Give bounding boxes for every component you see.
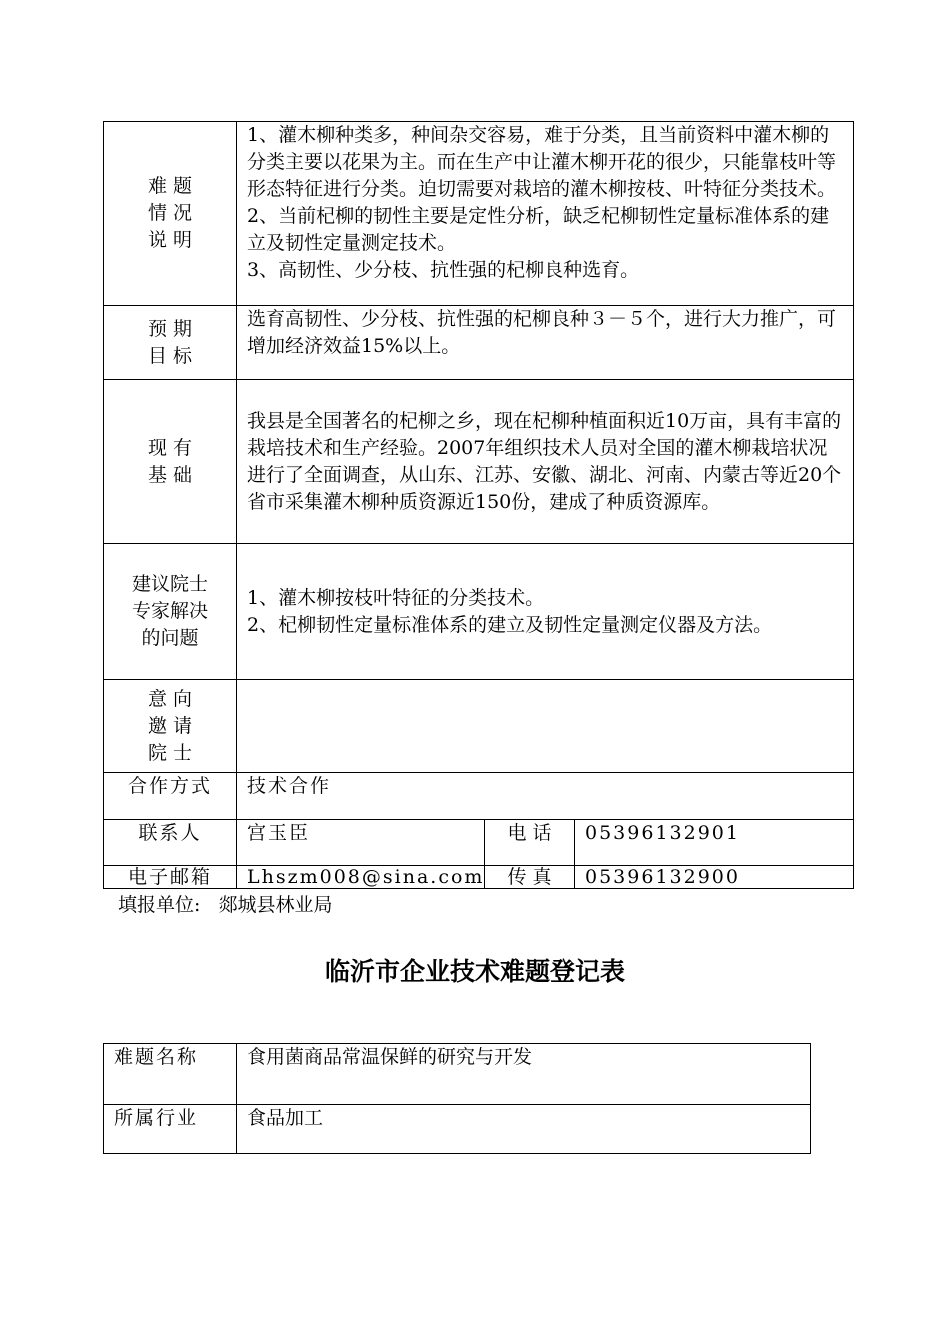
suggest-line: 2、杞柳韧性定量标准体系的建立及韧性定量测定仪器及方法。	[247, 613, 773, 636]
contact-value: 宫玉臣	[237, 820, 485, 866]
suggest-line: 1、灌木柳按枝叶特征的分类技术。	[247, 586, 545, 609]
phone-value: 05396132901	[575, 820, 854, 866]
basis-content	[237, 380, 854, 544]
fax-label: 传 真	[485, 866, 575, 889]
phone-label: 电 话	[485, 820, 575, 866]
basis-text: 我县是全国著名的杞柳之乡，现在杞柳种植面积近10万亩，具有丰富的栽培技术和生产经验。2007年组织技术人员对全国的灌木柳栽培状况进行了全面调查，从山东、江苏、安徽、湖北、河南、内蒙古等近20个省市采集灌木柳种质资源近150份，建成了种质资源库。	[247, 409, 842, 513]
problem-label-line: 说 明	[147, 229, 193, 251]
contact-label: 联系人	[104, 820, 237, 866]
cooperation-value: 技术合作	[237, 773, 854, 820]
industry-row	[104, 1105, 811, 1154]
problem-label-line: 难 题	[147, 175, 193, 197]
basis-row	[104, 380, 854, 544]
problem-line: 2、当前杞柳的韧性主要是定性分析，缺乏杞柳韧性定量标准体系的建立及韧性定量测定技术。	[247, 205, 830, 254]
goal-row	[104, 306, 854, 380]
cooperation-label: 合作方式	[104, 773, 237, 820]
invite-content	[237, 680, 854, 773]
page-title: 临沂市企业技术难题登记表	[324, 957, 625, 986]
cooperation-row	[104, 773, 854, 820]
industry-value: 食品加工	[237, 1105, 811, 1154]
email-value: Lhszm008@sina.com	[237, 866, 485, 889]
contact-row	[104, 820, 854, 866]
tech-problem-table-2	[103, 1043, 811, 1154]
suggest-label-line: 专家解决	[131, 600, 208, 622]
invite-label	[104, 680, 237, 773]
name-row	[104, 1044, 811, 1105]
problem-label-line: 情 况	[147, 202, 193, 224]
basis-label-line: 现 有	[147, 436, 193, 459]
name-value: 食用菌商品常温保鲜的研究与开发	[237, 1044, 811, 1105]
suggest-label	[104, 544, 237, 680]
goal-content	[237, 306, 854, 380]
problem-line: 3、高韧性、少分枝、抗性强的杞柳良种选育。	[247, 259, 640, 281]
filler-value: 郯城县林业局	[218, 894, 333, 916]
email-label: 电子邮箱	[104, 866, 237, 889]
goal-label-line: 目 标	[147, 344, 193, 367]
invite-label-line: 邀 请	[147, 714, 193, 737]
filler-label: 填报单位:	[118, 894, 201, 916]
goal-label	[104, 306, 237, 380]
email-row	[104, 866, 854, 889]
suggest-label-line: 建议院士	[131, 573, 208, 595]
problem-row	[104, 122, 854, 306]
problem-content	[237, 122, 854, 306]
name-label: 难题名称	[104, 1044, 237, 1105]
problem-line: 1、灌木柳种类多，种间杂交容易，难于分类，且当前资料中灌木柳的分类主要以花果为主。而在生产中让灌木柳开花的很少，只能靠枝叶等形态特征进行分类。迫切需要对栽培的灌木柳按枝、叶特征分类技术。	[247, 124, 837, 200]
invite-row	[104, 680, 854, 773]
industry-label: 所属行业	[104, 1105, 237, 1154]
suggest-content	[237, 544, 854, 680]
fax-value: 05396132900	[575, 866, 854, 889]
filler-unit	[118, 891, 333, 919]
suggest-label-line: 的问题	[141, 627, 199, 649]
tech-problem-table-1	[103, 121, 854, 889]
basis-label-line: 基 础	[147, 463, 193, 486]
goal-label-line: 预 期	[147, 317, 193, 340]
invite-label-line: 院 士	[147, 741, 193, 764]
problem-label	[104, 122, 237, 306]
invite-label-line: 意 向	[147, 687, 193, 710]
basis-label	[104, 380, 237, 544]
suggest-row	[104, 544, 854, 680]
goal-text: 选育高韧性、少分枝、抗性强的杞柳良种３－５个，进行大力推广，可增加经济效益15%以上。	[247, 308, 837, 357]
